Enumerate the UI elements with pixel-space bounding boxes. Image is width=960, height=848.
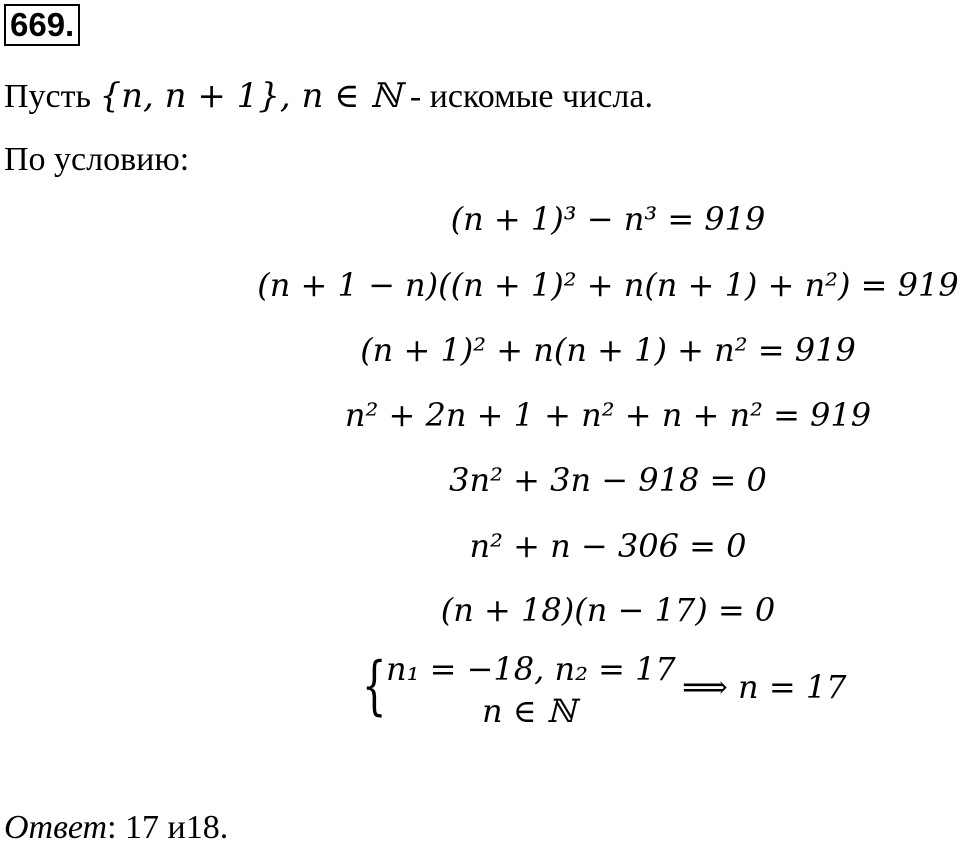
solution-system bbox=[362, 650, 882, 730]
intro-prefix: Пусть bbox=[4, 78, 100, 115]
answer-value: 17 и18. bbox=[125, 809, 229, 846]
equation-1: (n + 1)³ − n³ = 919 bbox=[450, 200, 766, 238]
intro-suffix: - искомые числа. bbox=[401, 78, 653, 115]
system-line-roots: n₁ = −18, n₂ = 17 bbox=[386, 650, 676, 688]
equation-7: (n + 18)(n − 17) = 0 bbox=[440, 591, 776, 629]
equation-3: (n + 1)² + n(n + 1) + n² = 919 bbox=[360, 331, 856, 369]
equation-4: n² + 2n + 1 + n² + n + n² = 919 bbox=[344, 396, 872, 434]
answer-colon: : bbox=[107, 809, 126, 846]
answer-line bbox=[4, 808, 228, 848]
answer-label: Ответ bbox=[4, 809, 108, 846]
equation-5: 3n² + 3n − 918 = 0 bbox=[449, 461, 767, 499]
condition-label: По условию: bbox=[4, 141, 190, 178]
system-brace: { bbox=[362, 649, 387, 723]
intro-math: {n, n + 1}, n ∈ ℕ bbox=[99, 76, 402, 116]
system-implication: ⟹ n = 17 bbox=[682, 668, 847, 706]
problem-number: 669. bbox=[4, 4, 80, 46]
system-line-domain: n ∈ ℕ bbox=[482, 692, 576, 730]
equation-6: n² + n − 306 = 0 bbox=[469, 527, 747, 565]
equation-2: (n + 1 − n)((n + 1)² + n(n + 1) + n²) = 919 bbox=[257, 266, 959, 304]
intro-line bbox=[4, 76, 653, 117]
